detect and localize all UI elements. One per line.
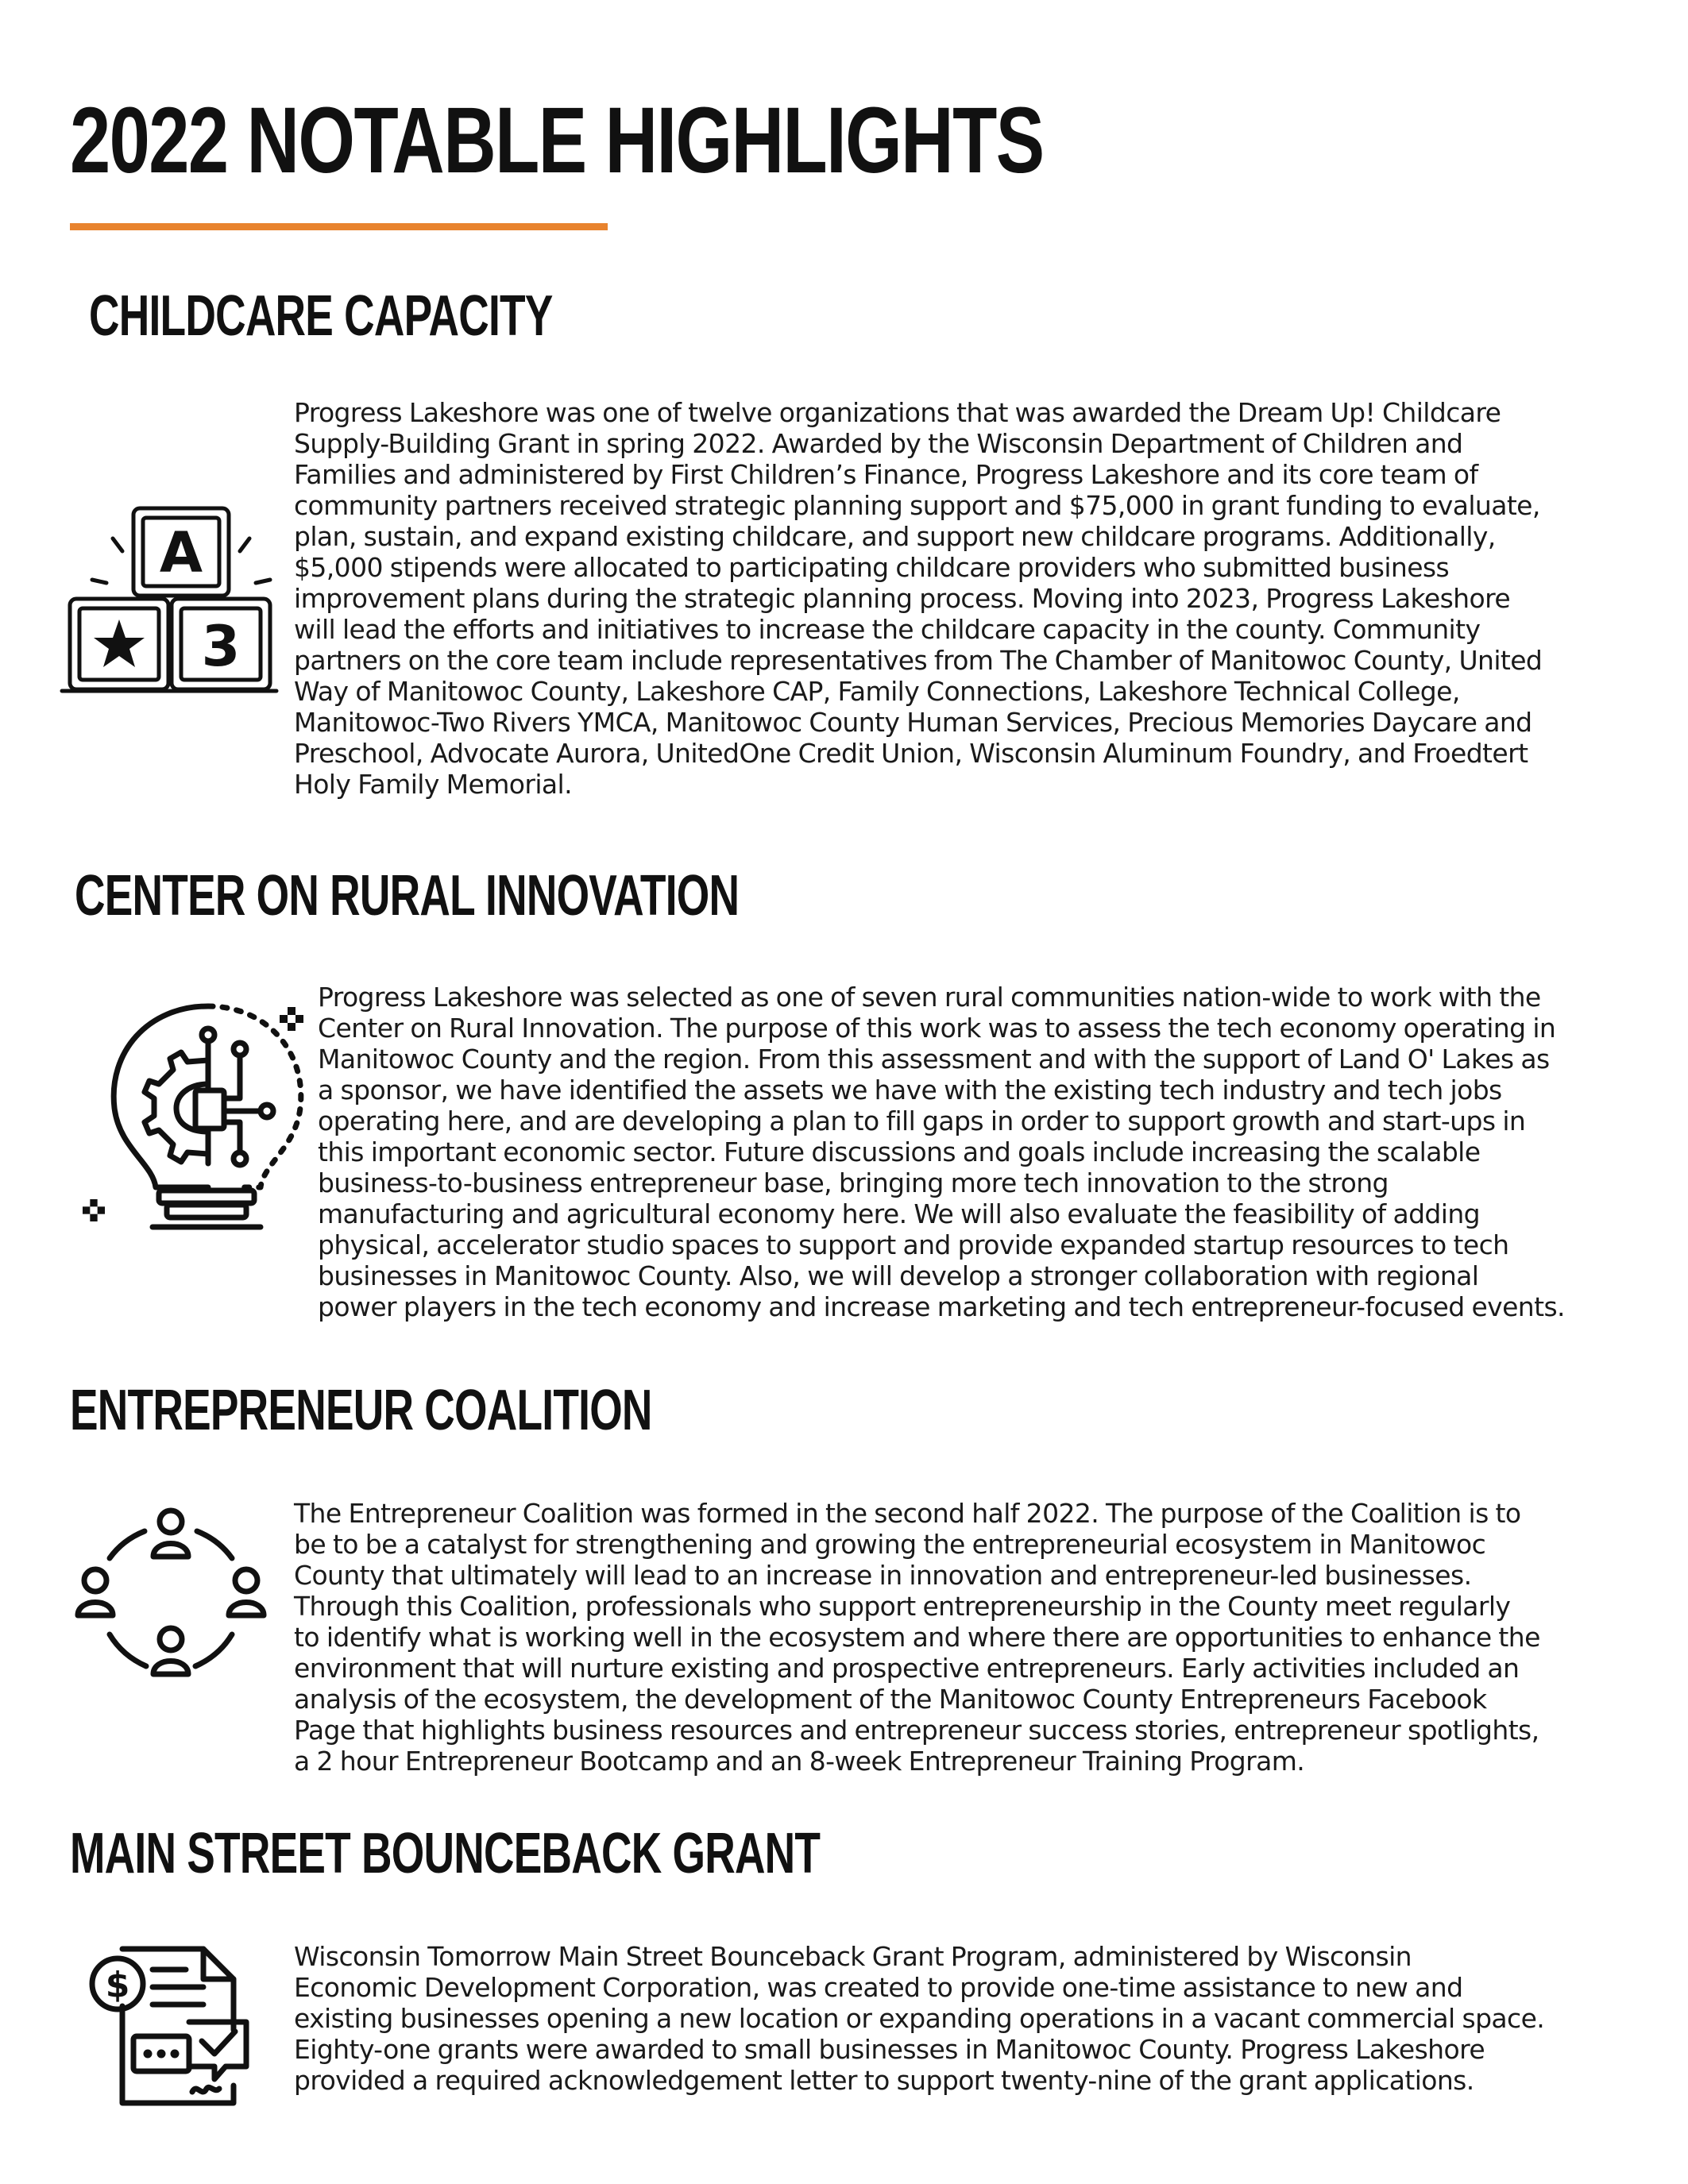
lightbulb-circuit-icon xyxy=(76,997,315,1235)
sparkle-icon xyxy=(280,1007,303,1031)
section-body-entrepreneur-coalition: The Entrepreneur Coalition was formed in the second half 2022. The purpose of the Coalition is to be to be a catalyst for strengthening and growing the entrepreneurial ecosystem in Manitowoc County that ultimately will lead to an increase in innovation and entrepreneur-led businesses. Through this Coalition, professionals who support entrepreneurship in the County meet regularly to identify what is working well in the ecosystem and where there are opportunities to enhance the environment that will nurture existing and prospective entrepreneurs. Early activities included an analysis of the ecosystem, the development of the Manitowoc County Entrepreneurs Facebook Page that highlights business resources and entrepreneur success stories, entrepreneur spotlights, a 2 hour Entrepreneur Bootcamp and an 8-week Entrepreneur Training Program. xyxy=(294,1498,1540,1777)
abc-blocks-icon xyxy=(57,500,280,699)
section-body-rural-innovation: Progress Lakeshore was selected as one of seven rural communities nation-wide to work with the Center on Rural Innovation. The purpose of this work was to assess the tech economy operating in Manitowoc County and the region. From this assessment and with the support of Land O' Lakes as a sponsor, we have identified the assets we have with the existing tech industry and tech jobs operating here, and are developing a plan to fill gaps in order to support growth and start-ups in this important economic sector. Future discussions and goals include increasing the scalable business-to-business entrepreneur base, bringing more tech innovation to the strong manufacturing and agricultural economy here. We will also evaluate the feasibility of adding physical, accelerator studio spaces to support and provide expanded startup resources to tech businesses in Manitowoc County. Also, we will develop a stronger collaboration with regional power players in the tech economy and increase marketing and tech entrepreneur-focused events. xyxy=(318,982,1565,1322)
sparkle-icon xyxy=(83,1199,105,1221)
page-title: 2022 NOTABLE HIGHLIGHTS xyxy=(70,88,1044,193)
title-underline xyxy=(70,223,608,230)
section-heading-rural-innovation: CENTER ON RURAL INNOVATION xyxy=(75,864,740,928)
section-heading-entrepreneur-coalition: ENTREPRENEUR COALITION xyxy=(70,1379,652,1442)
people-network-icon xyxy=(71,1504,270,1695)
block-number-3: 3 xyxy=(201,614,241,679)
block-letter-a: A xyxy=(159,520,203,585)
section-body-childcare-capacity: Progress Lakeshore was one of twelve organizations that was awarded the Dream Up! Childcare Supply-Building Grant in spring 2022. Awarded by the Wisconsin Department of Children and Families and administered by First Children’s Finance, Progress Lakeshore and its core team of community partners received strategic planning support and $75,000 in grant funding to evaluate, plan, sustain, and expand existing childcare, and support new childcare programs. Additionally, $5,000 stipends were allocated to participating childcare providers who submitted business improvement plans during the strategic planning process. Moving into 2023, Progress Lakeshore will lead the efforts and initiatives to increase the childcare capacity in the county. Community partners on the core team include representatives from The Chamber of Manitowoc County, United Way of Manitowoc County, Lakeshore CAP, Family Connections, Lakeshore Technical College, Manitowoc-Two Rivers YMCA, Manitowoc County Human Services, Precious Memories Daycare and Preschool, Advocate Aurora, UnitedOne Credit Union, Wisconsin Aluminum Foundry, and Froedtert Holy Family Memorial. xyxy=(294,397,1543,800)
section-heading-main-street-grant: MAIN STREET BOUNCEBACK GRANT xyxy=(70,1822,821,1885)
section-heading-childcare-capacity: CHILDCARE CAPACITY xyxy=(89,284,553,348)
grant-document-icon xyxy=(84,1943,259,2109)
dollar-sign: $ xyxy=(105,1965,130,2005)
section-body-main-street-grant: Wisconsin Tomorrow Main Street Bounceback Grant Program, administered by Wisconsin Economic Development Corporation, was created to provide one-time assistance to new and existing businesses opening a new location or expanding operations in a vacant commercial space. Eighty-one grants were awarded to small businesses in Manitowoc County. Progress Lakeshore provided a required acknowledgement letter to support twenty-nine of the grant applications. xyxy=(294,1941,1545,2096)
